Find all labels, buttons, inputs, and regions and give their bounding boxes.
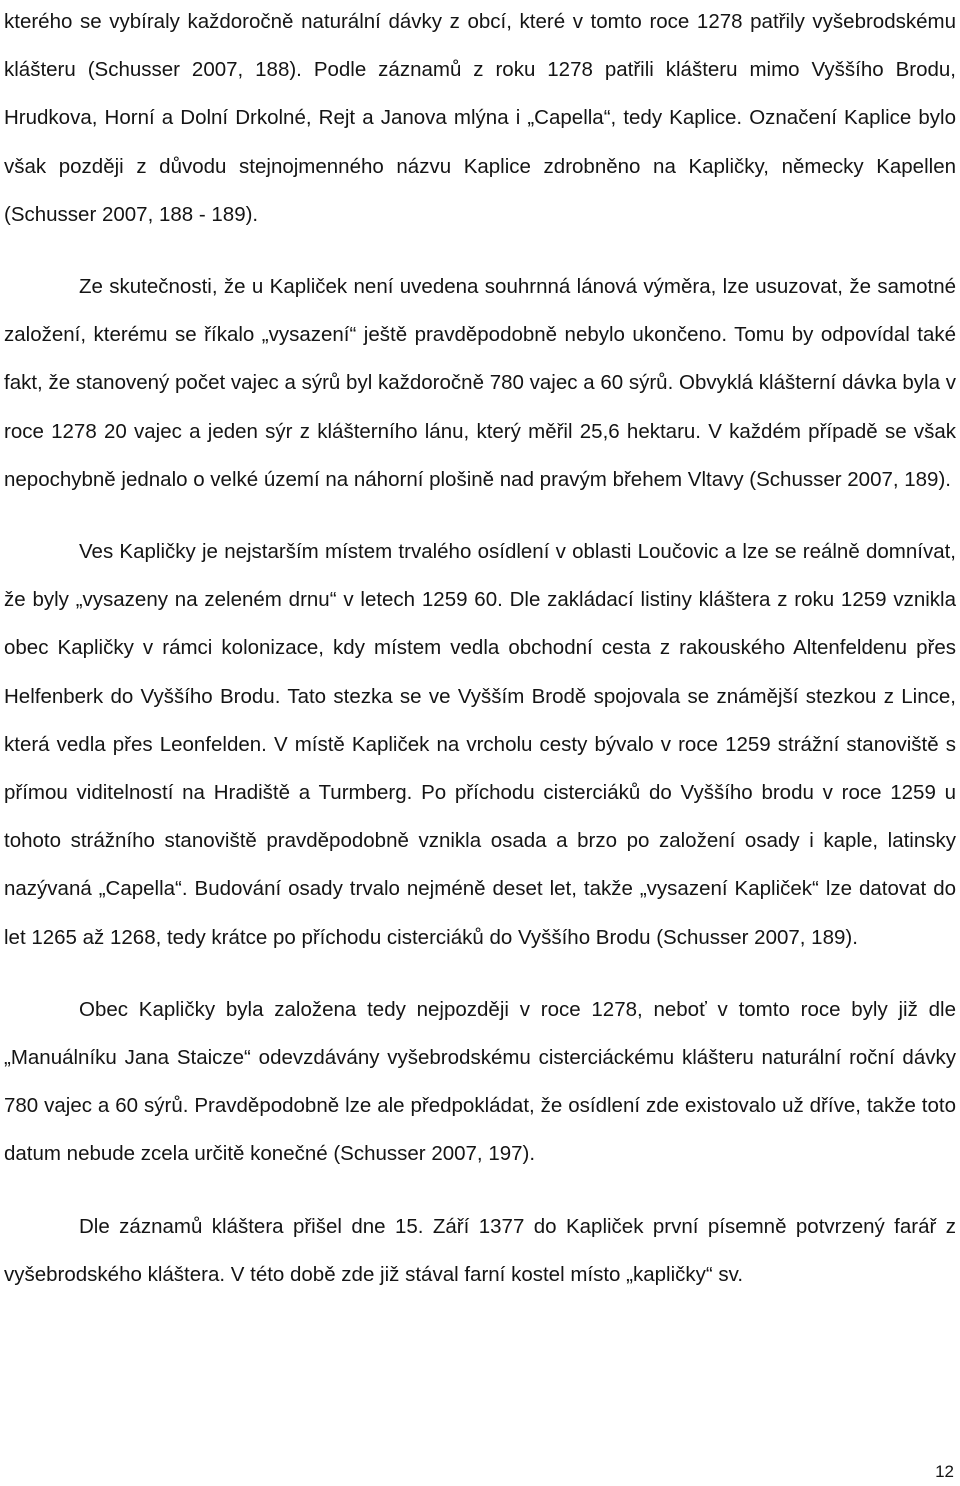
paragraph-first-priest: Dle záznamů kláštera přišel dne 15. Září 1377 do Kapliček první písemně potvrzený farář z vyšebrodského kláštera. V této době zde již stával farní kostel místo „kapličky“ sv.: [4, 1214, 956, 1286]
paragraph-founding-date: Obec Kapličky byla založena tedy nejpozději v roce 1278, neboť v tomto roce byly již dle „Manuálníku Jana Staicze“ odevzdávány vyšebrodskému cisterciáckému klášteru naturální roční dávky 780 vajec a 60 sýrů. Pravděpodobně lze ale předpokládat, že osídlení zde existovalo už dříve, takže toto datum nebude zcela určitě konečné (Schusser 2007, 197).: [4, 997, 956, 1166]
paragraph-kaplicky-settlement: Ves Kapličky je nejstarším místem trvalého osídlení v oblasti Loučovic a lze se reálně domnívat, že byly „vysazeny na zeleném drnu“ v letech 1259 60. Dle zakládací listiny kláštera z roku 1259 vznikla obec Kapličky v rámci kolonizace, kdy místem vedla obchodní cesta z rakouského Altenfeldenu přes Helfenberk do Vyššího Brodu. Tato stezka se ve Vyšším Brodě spojovala se známější stezkou z Lince, která vedla přes Leonfelden. V místě Kapliček na vrcholu cesty bývalo v roce 1259 strážní stanoviště s přímou viditelností na Hradiště a Turmberg. Po příchodu cisterciáků do Vyššího brodu v roce 1259 u tohoto strážního stanoviště pravděpodobně vznikla osada a brzo po založení osady i kaple, latinsky nazývaná „Capella“. Budování osady trvalo nejméně deset let, takže „vysazení Kapliček“ lze datovat do let 1265 až 1268, tedy krátce po příchodu cisterciáků do Vyššího Brodu (Schusser 2007, 189).: [4, 540, 956, 949]
document-body: [4, 0, 956, 1299]
page-number: 12: [935, 1462, 954, 1481]
paragraph-continued-tax-records: kterého se vybíraly každoročně naturální dávky z obcí, které v tomto roce 1278 patřily vyšebrodskému klášteru (Schusser 2007, 188). Podle záznamů z roku 1278 patřili klášteru mimo Vyššího Brodu, Hrudkova, Horní a Dolní Drkolné, Rejt a Janova mlýna i „Capella“, tedy Kaplice. Označení Kaplice bylo však později z důvodu stejnojmenného názvu Kaplice zdrobněno na Kapličky, německy Kapellen (Schusser 2007, 188 - 189).: [4, 10, 956, 226]
paragraph-land-measure: Ze skutečnosti, že u Kapliček není uvedena souhrnná lánová výměra, lze usuzovat, že samotné založení, kterému se říkalo „vysazení“ ještě pravděpodobně nebylo ukončeno. Tomu by odpovídal také fakt, že stanovený počet vajec a sýrů byl každoročně 780 vajec a 60 sýrů. Obvyklá klášterní dávka byla v roce 1278 20 vajec a jeden sýr z klášterního lánu, který měřil 25,6 hektaru. V každém případě se však nepochybně jednalo o velké území na náhorní plošině nad pravým břehem Vltavy (Schusser 2007, 189).: [4, 275, 956, 491]
